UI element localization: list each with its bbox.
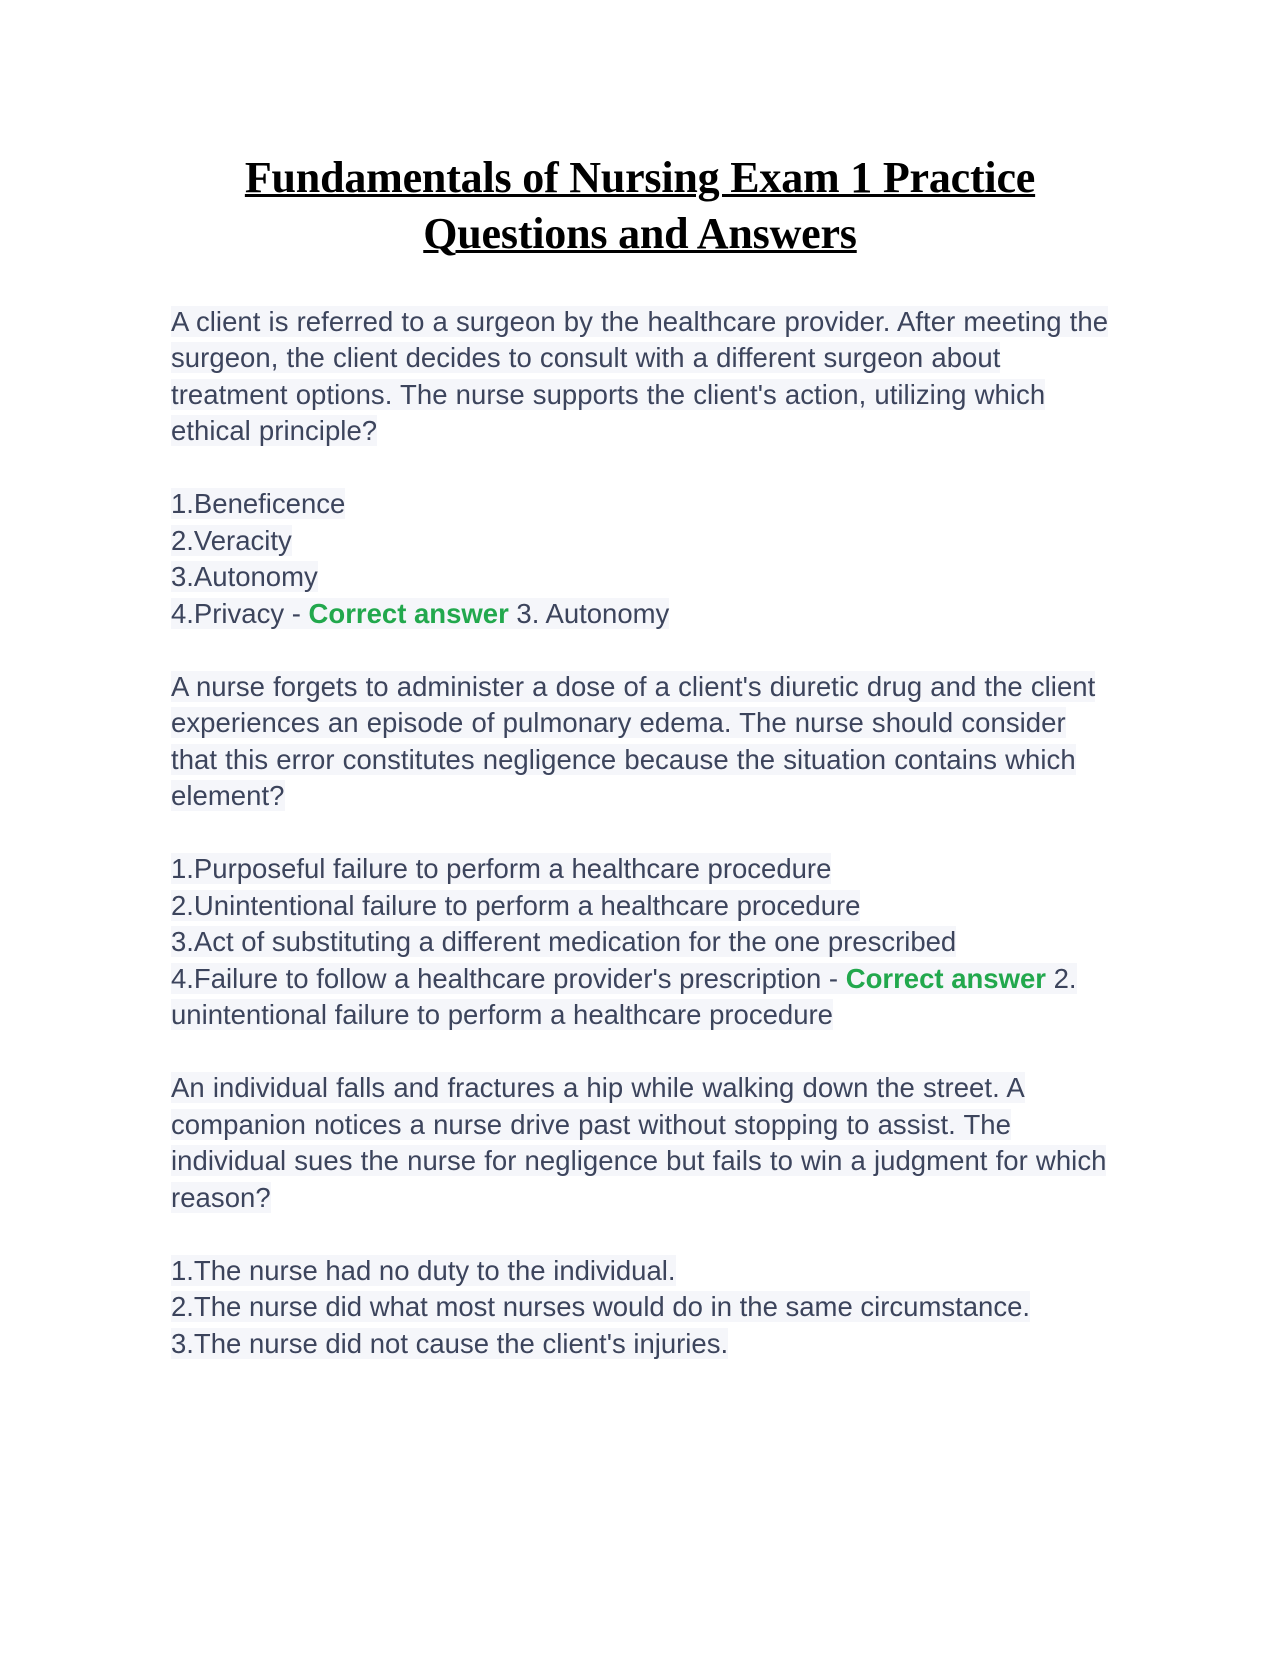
option-item — [171, 523, 1111, 560]
option-text: 2.The nurse did what most nurses would do in the same circumstance. — [171, 1291, 1031, 1323]
option-list-2 — [171, 851, 1111, 1034]
option-text: 2.Veracity — [171, 524, 292, 556]
paragraph-spacer — [171, 815, 1111, 852]
question-block-2 — [171, 669, 1111, 1034]
correct-answer-label: Correct answer — [308, 597, 509, 629]
option-text: 1.Beneficence — [171, 488, 346, 520]
question-stem-2-text: A nurse forgets to administer a dose of a client's diuretic drug and the client experiences an episode of pulmonary edema. The nurse should consider that this error constitutes negligence because the situation contains which element? — [171, 670, 1096, 812]
answer-separator: - — [284, 597, 309, 629]
question-block-3 — [171, 1070, 1111, 1362]
option-item-with-answer — [171, 961, 1111, 1034]
option-item — [171, 924, 1111, 961]
option-item-with-answer — [171, 596, 1111, 633]
option-text: 1.The nurse had no duty to the individual. — [171, 1254, 676, 1286]
option-item — [171, 559, 1111, 596]
option-item — [171, 888, 1111, 925]
question-stem-1-text: A client is referred to a surgeon by the healthcare provider. After meeting the surgeon, the client decides to consult with a different surgeon about treatment options. The nurse supports the client's action, utilizing which ethical principle? — [171, 305, 1109, 447]
option-text: 3.Act of substituting a different medication for the one prescribed — [171, 926, 957, 958]
question-stem-3 — [171, 1070, 1111, 1216]
question-stem-2 — [171, 669, 1111, 815]
question-block-1 — [171, 304, 1111, 633]
option-text: 4.Privacy — [171, 597, 285, 629]
correct-answer-value: 3. Autonomy — [508, 597, 670, 629]
correct-answer-value: 2. unintentional failure to perform a healthcare procedure — [171, 962, 1077, 1031]
paragraph-spacer — [171, 1034, 1111, 1071]
paragraph-spacer — [171, 1216, 1111, 1253]
option-list-3 — [171, 1253, 1111, 1363]
option-text: 4.Failure to follow a healthcare provider's prescription — [171, 962, 822, 994]
correct-answer-label: Correct answer — [845, 962, 1046, 994]
document-body — [169, 304, 1111, 1363]
option-text: 3.Autonomy — [171, 561, 318, 593]
question-stem-1 — [171, 304, 1111, 450]
question-stem-3-text: An individual falls and fractures a hip while walking down the street. A companion notices a nurse drive past without stopping to assist. The individual sues the nurse for negligence but fails to win a judgment for which reason? — [171, 1072, 1107, 1213]
option-text: 1.Purposeful failure to perform a healthcare procedure — [171, 853, 832, 885]
option-list-1 — [171, 486, 1111, 632]
option-text: 2.Unintentional failure to perform a healthcare procedure — [171, 889, 861, 921]
paragraph-spacer — [171, 450, 1111, 487]
paragraph-spacer — [171, 632, 1111, 669]
answer-separator: - — [821, 962, 846, 994]
option-item — [171, 1289, 1111, 1326]
option-text: 3.The nurse did not cause the client's injuries. — [171, 1327, 729, 1359]
option-item — [171, 486, 1111, 523]
page-title-line-1: Fundamentals of Nursing Exam 1 Practice — [244, 153, 1036, 202]
option-item — [171, 851, 1111, 888]
option-item — [171, 1253, 1111, 1290]
option-item — [171, 1326, 1111, 1363]
page-title — [190, 150, 1090, 262]
page-title-line-2: Questions and Answers — [423, 208, 857, 258]
